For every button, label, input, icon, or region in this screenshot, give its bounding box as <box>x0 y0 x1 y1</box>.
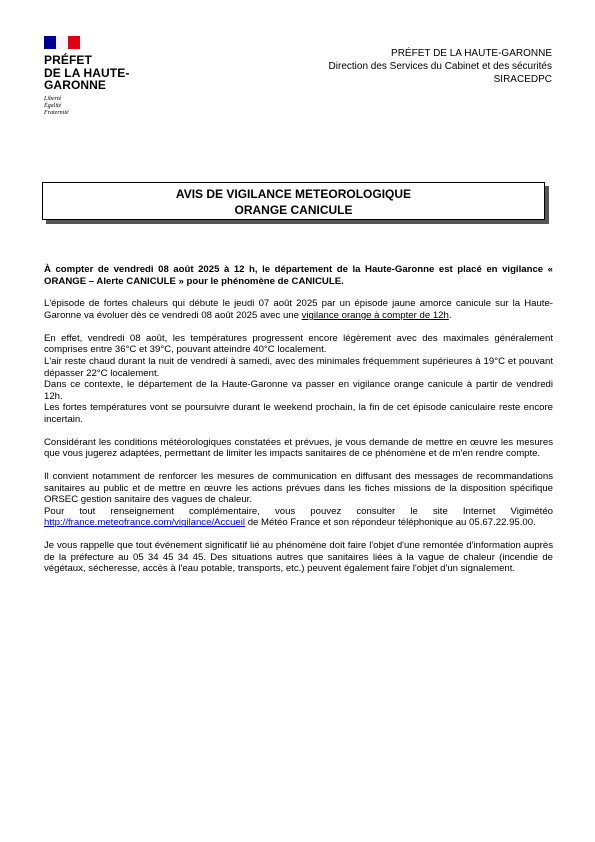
vigimeteo-link[interactable]: http://france.meteofrance.com/vigilance/Accueil <box>44 517 246 529</box>
paragraph: Dans ce contexte, le département de la Haute-Garonne va passer en vigilance orange canicule à partir de vendredi 12h. <box>44 379 553 402</box>
paragraph: L'air reste chaud durant la nuit de vendredi à samedi, avec des minimales fréquemment supérieures à 19°C et pouvant dépasser 22°C localement. <box>44 355 553 379</box>
logo-title-line: GARONNE <box>44 78 107 92</box>
motto-line: Liberté <box>44 95 62 102</box>
document-subtitle: ORANGE CANICULE <box>234 203 353 217</box>
sender-line: SIRACEDPC <box>493 74 552 85</box>
paragraph: Les fortes températures vont se poursuivre durant le weekend prochain, la fin de cet épisode caniculaire reste encore incertain. <box>44 402 553 425</box>
paragraph: Considérant les conditions météorologiques constatées et prévues, je vous demande de mettre en œuvre les mesures que vous jugerez adaptées, permettant de limiter les impacts sanitaires de ce phénomène et de m'en rendre compte. <box>44 436 553 460</box>
sender-line: Direction des Services du Cabinet et des sécurités <box>328 61 552 72</box>
sender-line: PRÉFET DE LA HAUTE-GARONNE <box>391 48 552 59</box>
motto-line: Égalité <box>44 102 62 109</box>
paragraph <box>44 506 553 529</box>
vigilance-emphasis: vigilance orange à compter de 12h <box>301 309 449 321</box>
paragraph: Il convient notamment de renforcer les mesures de communication en diffusant des messages de recommandations sanitaires au public et de mettre en œuvre les actions prévues dans les fiches missions de la disposition spécifique ORSEC gestion sanitaire des vagues de chaleur. <box>44 471 553 506</box>
motto-line: Fraternité <box>44 109 69 116</box>
logo-title <box>44 54 154 92</box>
paragraph-text: de Météo France et son répondeur téléphonique au 05.67.22.95.00. <box>245 517 536 529</box>
french-flag-icon <box>44 36 80 49</box>
paragraph-text: . <box>448 309 452 321</box>
intro-paragraph <box>44 264 553 287</box>
paragraph-text: Pour tout renseignement complémentaire, vous pouvez consulter le site Internet Vigimétéo <box>44 505 553 517</box>
prefecture-logo <box>44 36 154 117</box>
paragraph: Je vous rappelle que tout événement significatif lié au phénomène doit faire l'objet d'une remontée d'information auprès de la préfecture au 05 34 45 34 45. Des situations autres que sanitaires liées à la vague de chaleur (incendie de végétaux, sécheresse, accès à l'eau potable, transports, etc.) peuvent également faire l'objet d'un signalement. <box>44 540 553 575</box>
logo-title-line: DE LA HAUTE- <box>44 65 130 80</box>
logo-title-line: PRÉFET <box>44 53 92 67</box>
document-title: AVIS DE VIGILANCE METEOROLOGIQUE <box>175 187 412 201</box>
paragraph <box>44 298 553 321</box>
document-body <box>44 264 553 586</box>
logo-motto <box>44 96 154 117</box>
document-title-box <box>42 182 545 220</box>
paragraph: En effet, vendredi 08 août, les températures progressent encore légèrement avec des maximales généralement comprises entre 36°C et 39°C, pouvant atteindre 40°C localement. <box>44 332 553 356</box>
sender-header <box>329 47 552 86</box>
intro-text: À compter de vendredi 08 août 2025 à 12 h, le département de la Haute-Garonne est placé en vigilance « ORANGE – Alerte CANICULE » pour le phénomène de CANICULE. <box>44 264 553 287</box>
paragraph-text: L'épisode de fortes chaleurs qui débute le jeudi 07 août 2025 par un épisode jaune amorce canicule sur la Haute-Garonne va évoluer dès ce vendredi 08 août 2025 avec une <box>44 298 553 321</box>
